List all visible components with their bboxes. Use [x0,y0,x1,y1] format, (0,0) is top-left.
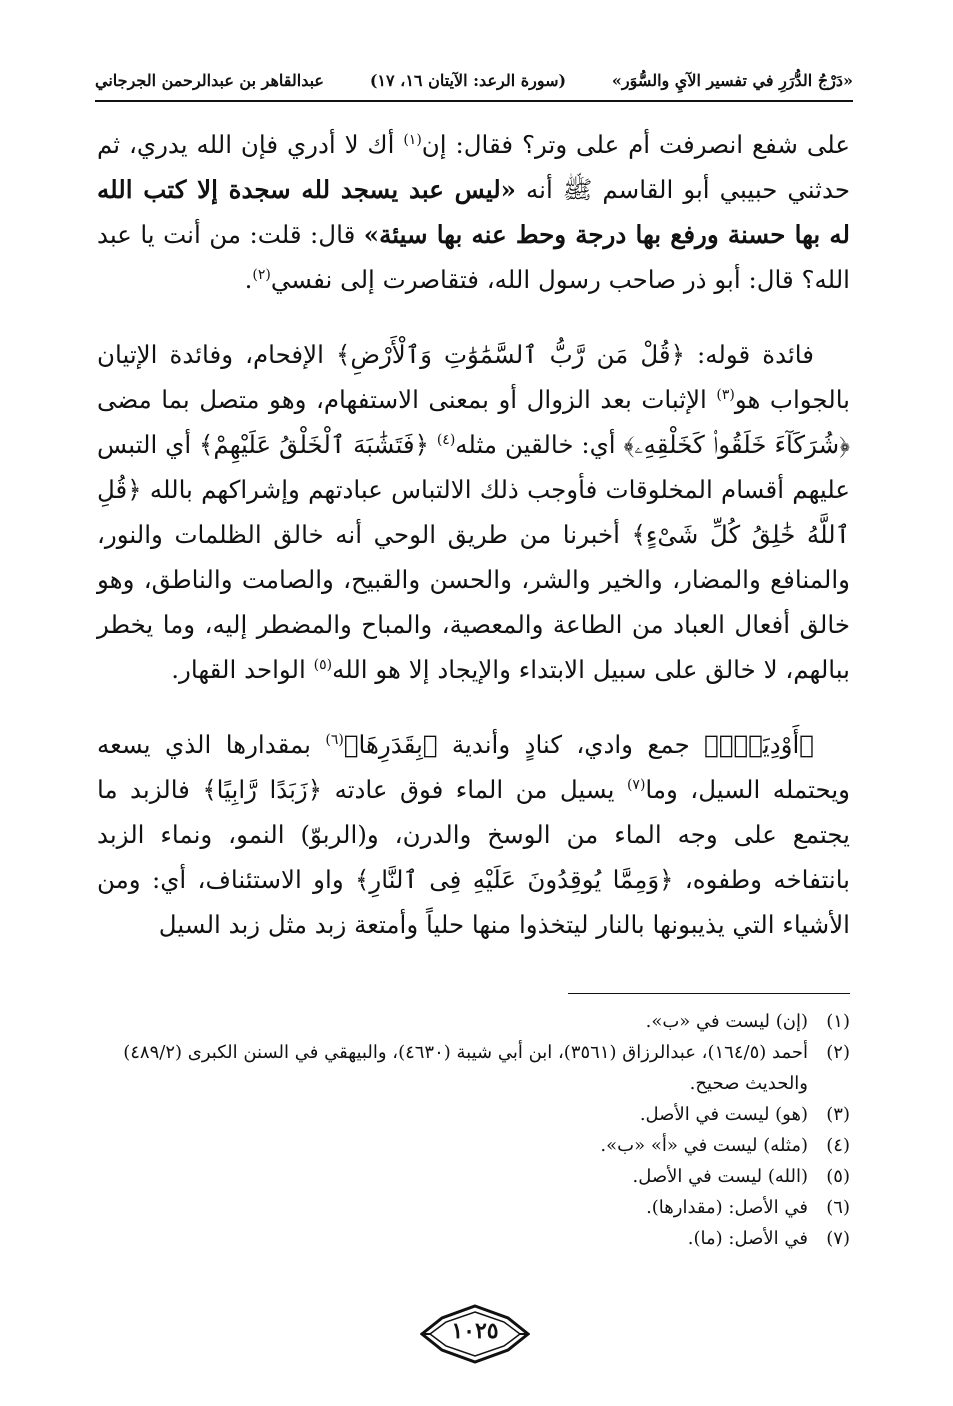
footnote-item [97,1037,850,1099]
paragraph-text: فائدة قوله: ﴿قُلْ مَن رَّبُّ ٱلسَّمَٰوَٰتِ وَٱلْأَرْضِ﴾ الإفحام، وفائدة الإتيان بالجواب هو [97,340,850,414]
footnote-ref-3: (٣) [716,386,735,403]
footnote-text: (مثله) ليست في «أ» «ب». [600,1135,808,1156]
paragraph-text: . [244,265,253,294]
footnote-text: (الله) ليست في الأصل. [632,1166,808,1187]
header-author: عبدالقاهر بن عبدالرحمن الجرجاني [95,70,324,90]
footnote-number: (١) [826,1011,850,1032]
footnote-item [97,1161,850,1192]
footnote-number: (٤) [826,1135,850,1156]
footnote-text: في الأصل: (مقدارها). [646,1197,808,1218]
footnote-item [97,1223,850,1254]
footnote-ref-2: (٢) [252,266,271,283]
footnote-ref-7: (٧) [626,776,646,793]
paragraph-text: ﴿فَتَشَٰبَهَ ٱلْخَلْقُ عَلَيْهِمْ﴾ أي التبس عليهم أقسام المخلوقات فأوجب ذلك الالتباس عبادتهم وإشراكهم بالله ﴿قُلِ ٱللَّهُ خَٰلِقُ كُلِّ شَىْءٍ﴾ أخبرنا من طريق الوحي أنه خالق الظلمات والنور، والمنافع والمضار، والخير والشر، والحسن والقبيح، والصامت والناطق، وهو خالق أفعال العباد من الطاعة والمعصية، والمباح والمضطر إليه، وما يخطر ببالهم، لا خالق على سبيل الابتداء والإيجاد إلا هو الله [97,430,850,684]
running-header [95,62,853,98]
footnote-ref-4: (٤) [436,431,456,448]
hadith-quote: «ليس عبد يسجد لله سجدة إلا كتب الله له بها حسنة ورفع بها درجة وحط عنه بها سيئة» [97,175,850,249]
footnote-text: (هو) ليست في الأصل. [639,1104,808,1125]
paragraph-2 [97,332,850,692]
page-number: ١٠٢٥ [451,1318,499,1344]
footnote-ref-1: (١) [403,131,422,148]
paragraph-text: يسيل من الماء فوق عادته ﴿زَبَدًا رَّابِيًا﴾ فالزبد ما يجتمع على وجه الماء من الوسخ والدرن، و(الربوّ) النمو، ونماء الزبد بانتفاخه وطفوه، ﴿وَمِمَّا يُوقِدُونَ عَلَيْهِ فِى ٱلنَّارِ﴾ واو الاستئناف، أي: ومن الأشياء التي يذيبونها بالنار ليتخذوا منها حلياً وأمتعة زبد مثل زبد السيل [97,775,850,939]
footnote-number: (٧) [826,1228,850,1249]
paragraph-text: قال: قلت: من أنت يا عبد الله؟ قال: أبو ذر صاحب رسول الله، فتقاصرت إلى نفسي [97,220,850,294]
footnote-number: (٥) [826,1166,850,1187]
paragraph-text: على شفع انصرفت أم على وتر؟ فقال: إن [421,130,850,159]
footnote-ref-6: (٦) [325,731,344,748]
footnote-text: أحمد (١٦٤/٥)، عبدالرزاق (٣٥٦١)، ابن أبي شيبة (٤٦٣٠)، والبيهقي في السنن الكبرى (٤٨٩/٢) والحديث صحيح. [123,1042,808,1094]
footnote-item [97,1192,850,1223]
paragraph-text: بمقدارها الذي يسعه ويحتمله السيل، وما [97,730,850,804]
paragraph-text: الإثبات بعد الزوال أو بمعنى الاستفهام، وهو متصل بما مضى ﴿شُرَكَآءَ خَلَقُوا۟ كَخَلْقِهِۦ﴾ أي: خالقين مثله [97,385,850,459]
paragraph-text: أك لا أدري فإن الله يدري، ثم حدثني حبيبي أبو القاسم ﷺ أنه [97,130,850,204]
footnote-text: في الأصل: (ما). [687,1228,808,1249]
paragraph-3 [97,722,850,947]
footnote-item [97,1099,850,1130]
header-book-title: «دَرْجُ الدُّرَرِ في تفسير الآيِ والسُّوَر» [611,70,853,90]
paragraph-text: ﴿أَوْدِيَةٌۢ﴾ جمع وادي، كنادٍ وأندية ﴿بِقَدَرِهَا﴾ [343,730,815,759]
footnote-ref-5: (٥) [313,656,333,673]
footnote-number: (٣) [826,1104,850,1125]
page-number-ornament [420,1304,530,1364]
footnote-divider [568,993,850,994]
footnote-text: (إن) ليست في «ب». [645,1011,808,1032]
footnote-number: (٦) [826,1197,850,1218]
main-text [97,122,850,977]
footnotes-list [97,1006,850,1254]
paragraph-text: الواحد القهار. [171,655,314,684]
footnote-item [97,1006,850,1037]
paragraph-1 [97,122,850,302]
header-surah-reference: (سورة الرعد: الآيتان ١٦، ١٧) [369,70,567,90]
footnote-item [97,1130,850,1161]
header-divider [95,100,853,102]
footnote-number: (٢) [826,1042,850,1063]
